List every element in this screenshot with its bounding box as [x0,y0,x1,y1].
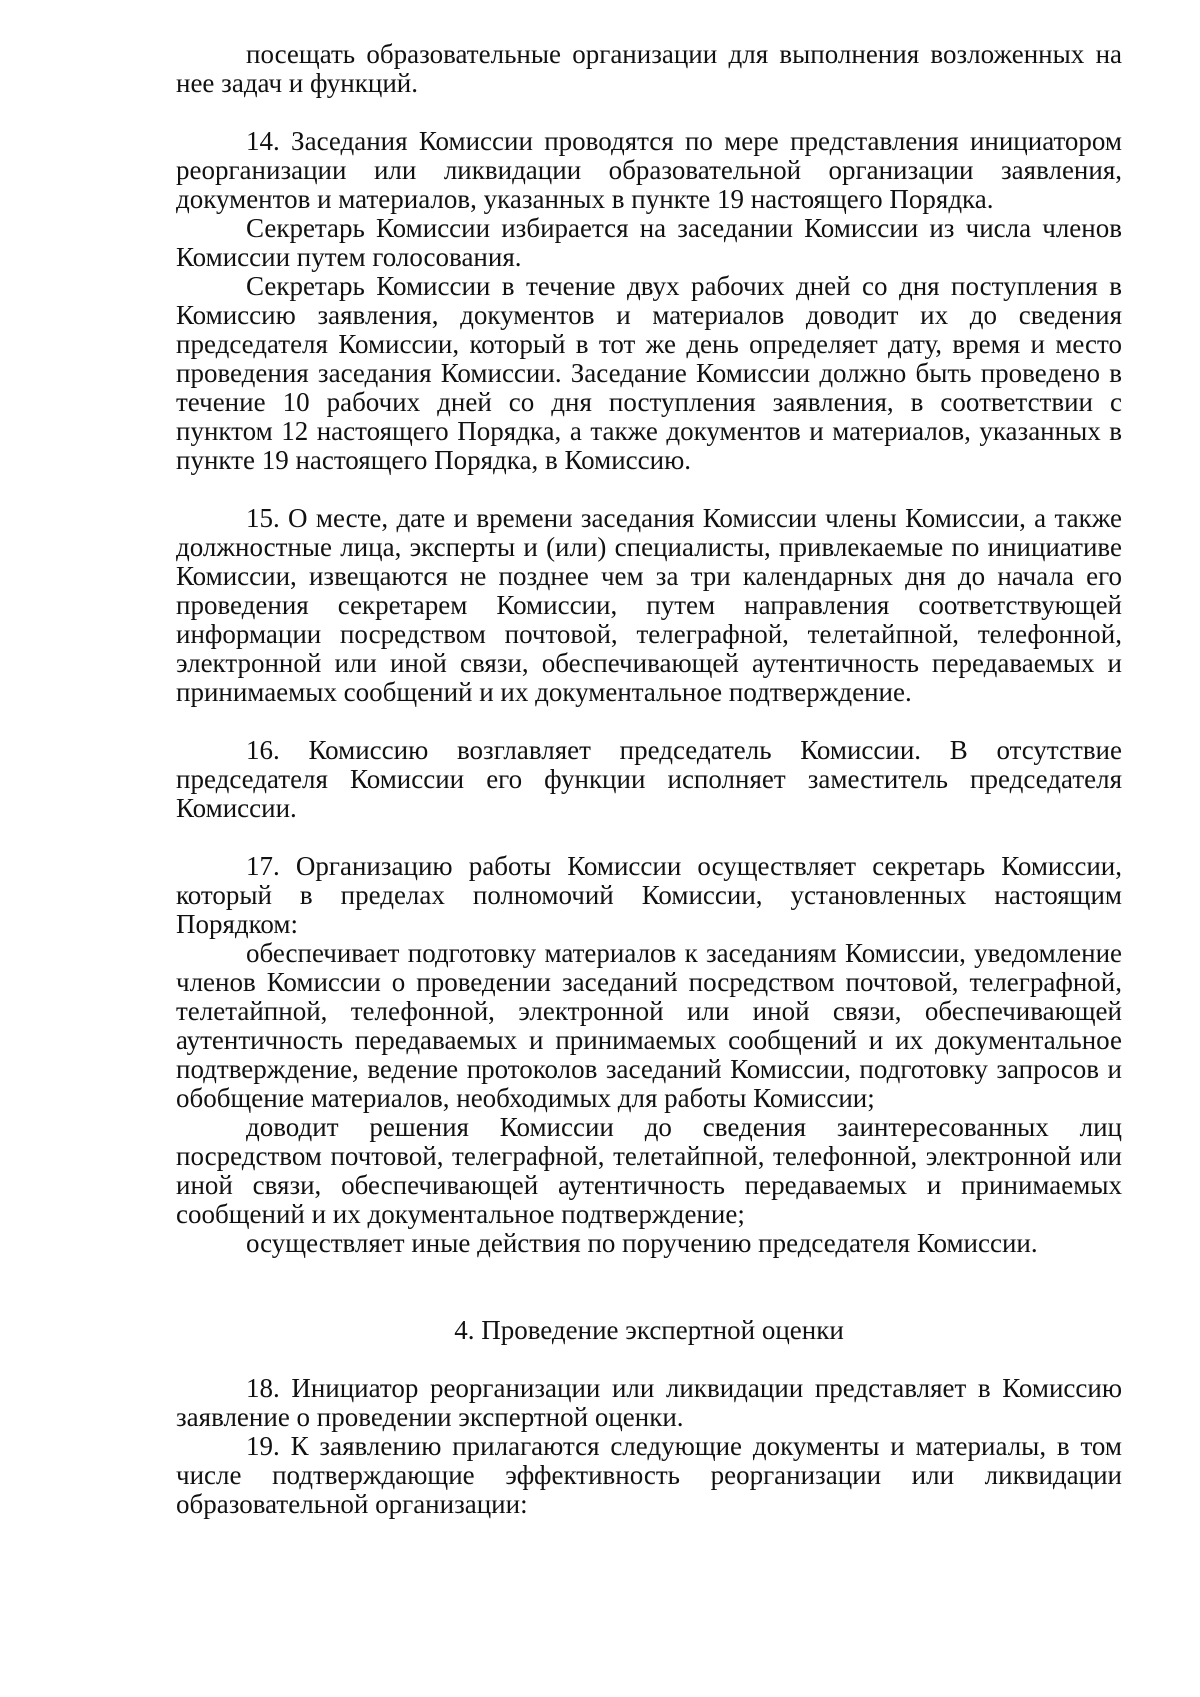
paragraph-17: 17. Организацию работы Комиссии осуществляет секретарь Комиссии, который в пределах полномочий Комиссии, установленных настоящим Порядком: [176,851,1122,939]
paragraph-14: 14. Заседания Комиссии проводятся по мере представления инициатором реорганизации или ликвидации образовательной организации заявления, документов и материалов, указанных в пункте 19 настоящего Порядка. [176,126,1122,214]
paragraph-intro: посещать образовательные организации для выполнения возложенных на нее задач и функций. [176,39,1122,98]
paragraph-18: 18. Инициатор реорганизации или ликвидации представляет в Комиссию заявление о проведении экспертной оценки. [176,1373,1122,1432]
paragraph-17-item-1: обеспечивает подготовку материалов к заседаниям Комиссии, уведомление членов Комиссии о проведении заседаний посредством почтовой, телеграфной, телетайпной, телефонной, электронной или иной связи, обеспечивающей аутентичность передаваемых и принимаемых сообщений и их документальное подтверждение, ведение протоколов заседаний Комиссии, подготовку запросов и обобщение материалов, необходимых для работы Комиссии; [176,938,1122,1113]
paragraph-15: 15. О месте, дате и времени заседания Комиссии члены Комиссии, а также должностные лица, эксперты и (или) специалисты, привлекаемые по инициативе Комиссии, извещаются не позднее чем за три календарных дня до начала его проведения секретарем Комиссии, путем направления соответствующей информации посредством почтовой, телеграфной, телетайпной, телефонной, электронной или иной связи, обеспечивающей аутентичность передаваемых и принимаемых сообщений и их документальное подтверждение. [176,503,1122,707]
paragraph-16: 16. Комиссию возглавляет председатель Комиссии. В отсутствие председателя Комиссии его функции исполняет заместитель председателя Комиссии. [176,735,1122,823]
paragraph-14-secretary-duty: Секретарь Комиссии в течение двух рабочих дней со дня поступления в Комиссию заявления, документов и материалов доводит их до сведения председателя Комиссии, который в тот же день определяет дату, время и место проведения заседания Комиссии. Заседание Комиссии должно быть проведено в течение 10 рабочих дней со дня поступления заявления, в соответствии с пунктом 12 настоящего Порядка, а также документов и материалов, указанных в пункте 19 настоящего Порядка, в Комиссию. [176,271,1122,475]
paragraph-19: 19. К заявлению прилагаются следующие документы и материалы, в том числе подтверждающие эффективность реорганизации или ликвидации образовательной организации: [176,1431,1122,1519]
paragraph-17-item-3: осуществляет иные действия по поручению председателя Комиссии. [246,1228,1038,1258]
paragraph-17-item-2: доводит решения Комиссии до сведения заинтересованных лиц посредством почтовой, телеграфной, телетайпной, телефонной, электронной или иной связи, обеспечивающей аутентичность передаваемых и принимаемых сообщений и их документальное подтверждение; [176,1112,1122,1229]
section-heading: 4. Проведение экспертной оценки [454,1315,844,1345]
paragraph-14-secretary-election: Секретарь Комиссии избирается на заседании Комиссии из числа членов Комиссии путем голосования. [176,213,1122,272]
